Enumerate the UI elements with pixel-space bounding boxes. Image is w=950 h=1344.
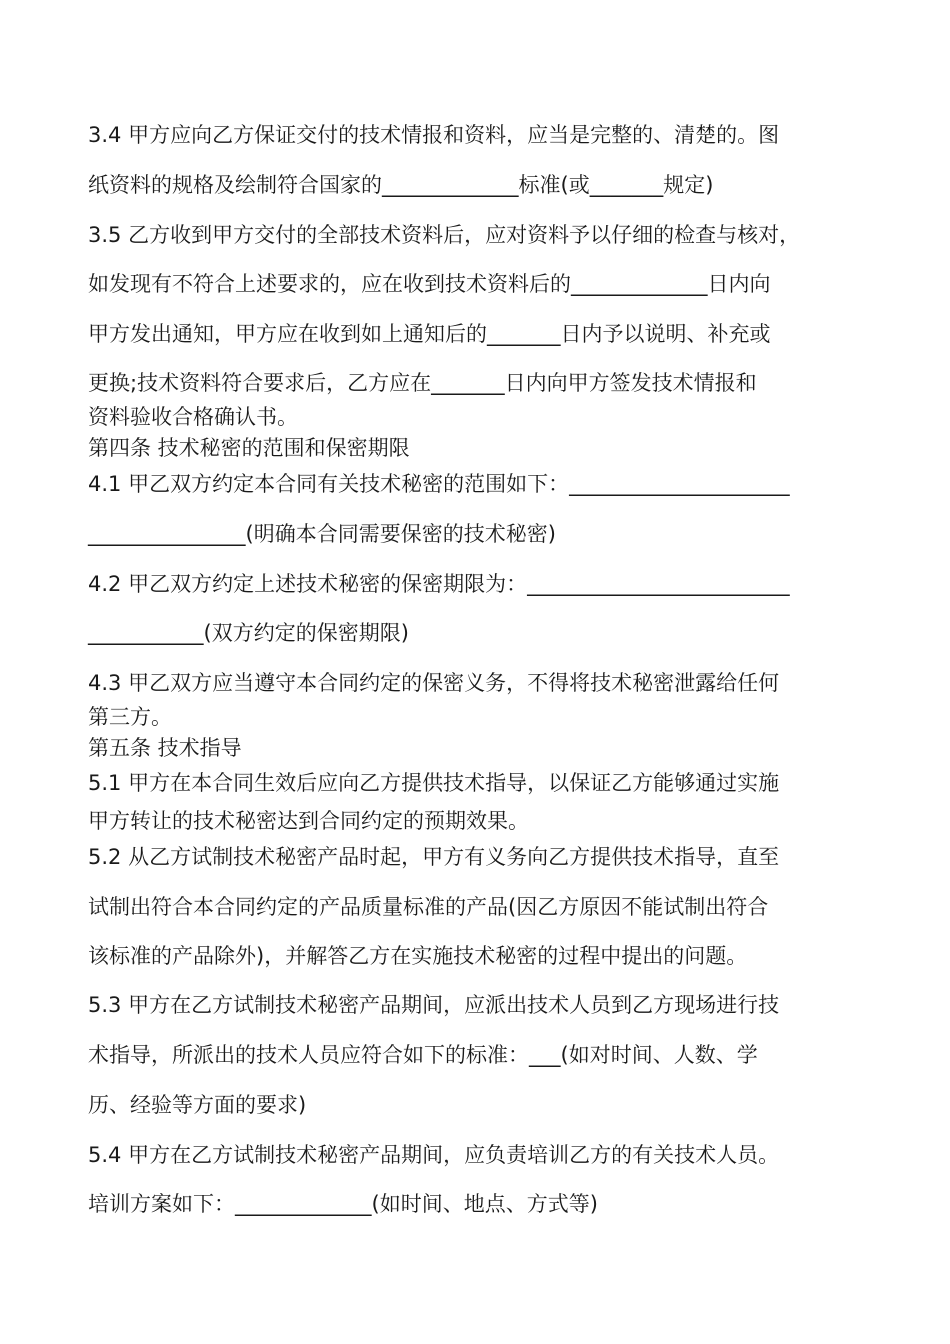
clause-3-5-line-3: 甲方发出通知，甲方应在收到如上通知后的_______日内予以说明、补充或: [88, 322, 771, 346]
clause-4-1-line-1: 4.1 甲乙双方约定本合同有关技术秘密的范围如下：_____________________: [88, 472, 790, 496]
clause-5-3-line-3: 历、经验等方面的要求): [88, 1093, 307, 1117]
clause-4-3-line-1: 4.3 甲乙双方应当遵守本合同约定的保密义务，不得将技术秘密泄露给任何: [88, 671, 780, 695]
clause-5-1-line-1: 5.1 甲方在本合同生效后应向乙方提供技术指导，以保证乙方能够通过实施: [88, 771, 780, 795]
clause-5-2-line-1: 5.2 从乙方试制技术秘密产品时起，甲方有义务向乙方提供技术指导，直至: [88, 845, 780, 869]
clause-4-2-line-2: ___________(双方约定的保密期限): [88, 621, 409, 645]
clause-4-2-line-1: 4.2 甲乙双方约定上述技术秘密的保密期限为：_________________________: [88, 572, 790, 596]
clause-5-2-line-2: 试制出符合本合同约定的产品质量标准的产品(因乙方原因不能试制出符合: [88, 895, 769, 919]
clause-5-1-line-2: 甲方转让的技术秘密达到合同约定的预期效果。: [88, 809, 529, 833]
article-5-heading: 第五条 技术指导: [88, 736, 242, 760]
clause-5-4-line-1: 5.4 甲方在乙方试制技术秘密产品期间，应负责培训乙方的有关技术人员。: [88, 1143, 780, 1167]
clause-3-4-line-1: 3.4 甲方应向乙方保证交付的技术情报和资料，应当是完整的、清楚的。图: [88, 123, 780, 147]
clause-5-3-line-2: 术指导，所派出的技术人员应符合如下的标准：___(如对时间、人数、学: [88, 1043, 758, 1067]
clause-5-4-line-2: 培训方案如下：_____________(如时间、地点、方式等): [88, 1192, 598, 1216]
clause-3-5-line-1: 3.5 乙方收到甲方交付的全部技术资料后，应对资料予以仔细的检查与核对，: [88, 223, 801, 247]
clause-3-5-line-2: 如发现有不符合上述要求的，应在收到技术资料后的_____________日内向: [88, 272, 771, 296]
clause-3-5-line-4: 更换;技术资料符合要求后，乙方应在_______日内向甲方签发技术情报和: [88, 371, 757, 395]
clause-4-3-line-2: 第三方。: [88, 705, 172, 729]
clause-3-4-line-2: 纸资料的规格及绘制符合国家的_____________标准(或_______规定): [88, 173, 714, 197]
article-4-heading: 第四条 技术秘密的范围和保密期限: [88, 436, 410, 460]
clause-3-5-line-5: 资料验收合格确认书。: [88, 405, 298, 429]
clause-5-2-line-3: 该标准的产品除外)，并解答乙方在实施技术秘密的过程中提出的问题。: [88, 944, 748, 968]
clause-4-1-line-2: _______________(明确本合同需要保密的技术秘密): [88, 522, 556, 546]
clause-5-3-line-1: 5.3 甲方在乙方试制技术秘密产品期间，应派出技术人员到乙方现场进行技: [88, 993, 780, 1017]
